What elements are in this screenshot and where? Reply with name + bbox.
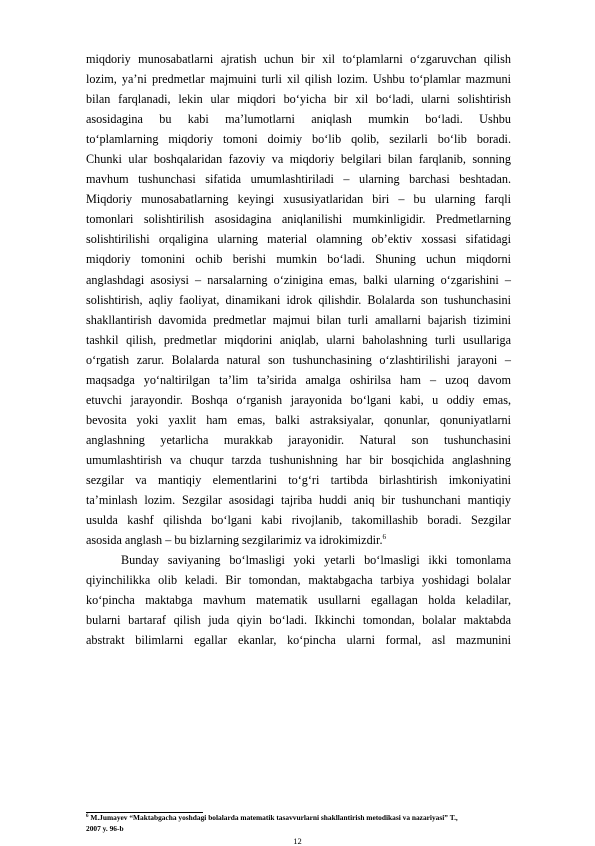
text-line bbox=[86, 69, 511, 89]
text-line bbox=[86, 189, 511, 209]
paragraph bbox=[86, 49, 511, 550]
text-line bbox=[86, 249, 511, 269]
line-text: solishtirish, aqliy faoliyat, dinamikani idrok qilishdir. Bolalarda son tushunchasini bbox=[86, 292, 511, 307]
line-text: shakllantirish davomida predmetlar majmui bilan turli amallarni bajarish tizimini bbox=[86, 312, 511, 327]
line-text: asosidagina bu kabi ma’lumotlarni aniqlash mumkin bo‘ladi. Ushbu bbox=[86, 112, 511, 127]
text-line bbox=[86, 350, 511, 370]
line-text: asosida anglash – bu bizlarning sezgilarimiz va idrokimizdir. bbox=[86, 533, 383, 548]
text-line bbox=[86, 570, 511, 590]
line-text: solishtirilishi orqaligina ularning material olamning ob’ektiv xossasi sifatidagi bbox=[86, 232, 511, 247]
text-line bbox=[86, 129, 511, 149]
line-text: maqsadga yo‘naltirilgan ta’lim ta’sirida amalga oshirilsa ham – uzoq davom bbox=[86, 372, 511, 387]
text-line bbox=[86, 310, 511, 330]
line-text: usulda kashf qilishda bo‘lgani kabi rivojlanib, takomillashib boradi. Sezgilar bbox=[86, 513, 511, 528]
footnote-text-line: M.Jumayev “Maktabgacha yoshdagi bolalarda matematik tasavvurlarni shakllantirish metodikasi va nazariyasi” T., bbox=[88, 813, 458, 822]
line-text: to‘plamlarning miqdoriy tomoni doimiy bo‘lib qolib, sezilarli bo‘lib boradi. bbox=[86, 132, 511, 147]
text-line bbox=[86, 390, 511, 410]
line-text: abstrakt bilimlarni egallar ekanlar, ko‘pincha ularni formal, asl mazmunini bbox=[86, 633, 511, 648]
text-line bbox=[86, 410, 511, 430]
footnote-text-line: 2007 y. 96-b bbox=[86, 823, 124, 833]
text-line bbox=[86, 450, 511, 470]
page-number: 12 bbox=[293, 836, 302, 846]
text-line bbox=[86, 209, 511, 229]
line-text: sezgilar va mantiqiy elementlarini to‘g‘ri tartibda birlashtirish imkoniyatini bbox=[86, 472, 511, 487]
text-line bbox=[86, 89, 511, 109]
line-text: o‘rgatish zarur. Bolalarda natural son tushunchasining o‘zlashtirilishi jarayoni – bbox=[86, 352, 511, 367]
text-line bbox=[86, 109, 511, 129]
text-line bbox=[86, 330, 511, 350]
text-line bbox=[86, 610, 511, 630]
line-text: ta’minlash lozim. Sezgilar asosidagi tajriba huddi aniq bir tushunchani mantiqiy bbox=[86, 493, 511, 508]
line-text: Chunki ular boshqalaridan fazoviy va miqdoriy belgilari bilan farqlanib, sonning bbox=[86, 152, 511, 167]
line-text: etuvchi jarayondir. Boshqa o‘rganish jarayonida bo‘lgani kabi, u oddiy emas, bbox=[86, 392, 511, 407]
line-text: lozim, ya’ni predmetlar majmuini turli xil qilish lozim. Ushbu to‘plamlar mazmuni bbox=[86, 72, 511, 87]
text-line bbox=[86, 470, 511, 490]
text-line bbox=[86, 590, 511, 610]
page-body bbox=[86, 49, 511, 650]
line-text: tomonlari solishtirilish asosidagina aniqlanilishi mumkinligidir. Predmetlarning bbox=[86, 212, 511, 227]
line-text: umumlashtirish va chuqur tarzda tushunishning har bir bosqichida anglashning bbox=[86, 452, 511, 467]
text-line bbox=[86, 149, 511, 169]
text-line bbox=[86, 530, 511, 550]
footnote-reference: 6 bbox=[382, 533, 386, 542]
paragraph bbox=[86, 550, 511, 650]
line-text: miqdoriy tomonini ochib berishi mumkin bo‘ladi. Shuning uchun miqdorni bbox=[86, 252, 511, 267]
text-line bbox=[86, 430, 511, 450]
text-line bbox=[86, 550, 511, 570]
text-line bbox=[86, 229, 511, 249]
text-line bbox=[86, 169, 511, 189]
text-line bbox=[86, 510, 511, 530]
line-text: anglashning yetarlicha murakkab jarayonidir. Natural son tushunchasini bbox=[86, 432, 511, 447]
line-text: tashkil qilish, predmetlar miqdorini aniqlab, ularni baholashning turli usullariga bbox=[86, 332, 511, 347]
line-text: miqdoriy munosabatlarni ajratish uchun bir xil to‘plamlarni o‘zgaruvchan qilish bbox=[86, 52, 511, 66]
line-text: bularni bartaraf qilish juda qiyin bo‘ladi. Ikkinchi tomondan, bolalar maktabda bbox=[86, 613, 511, 628]
text-line bbox=[86, 270, 511, 290]
text-line bbox=[86, 490, 511, 510]
line-text: anglashdagi asosiysi – narsalarning o‘zinigina emas, balki ularning o‘zgarishini – bbox=[86, 272, 511, 287]
line-text: ko‘pincha maktabga mavhum matematik usullarni egallagan holda keladilar, bbox=[86, 593, 511, 608]
text-line bbox=[86, 370, 511, 390]
text-line bbox=[86, 290, 511, 310]
footnote-number: 6 bbox=[86, 814, 89, 819]
line-text: bilan farqlanadi, lekin ular miqdori bo‘yicha bir xil bo‘ladi, ularni solishtirish bbox=[86, 92, 511, 107]
footnote bbox=[86, 813, 511, 834]
line-text: qiyinchilikka olib keladi. Bir tomondan, maktabgacha tarbiya yoshidagi bolalar bbox=[86, 573, 511, 588]
line-text: mavhum tushunchasi sifatida umumlashtiriladi – ularning barchasi beshtadan. bbox=[86, 172, 511, 187]
text-line bbox=[86, 49, 511, 69]
text-line bbox=[86, 630, 511, 650]
line-text: bevosita yoki yaxlit ham emas, balki astraksiyalar, qonunlar, qonuniyatlarni bbox=[86, 412, 511, 427]
line-text: Miqdoriy munosabatlarning keyingi xususiyatlaridan biri – bu ularning farqli bbox=[86, 192, 511, 207]
line-text: Bunday saviyaning bo‘lmasligi yoki yetarli bo‘lmasligi ikki tomonlama bbox=[121, 553, 511, 568]
